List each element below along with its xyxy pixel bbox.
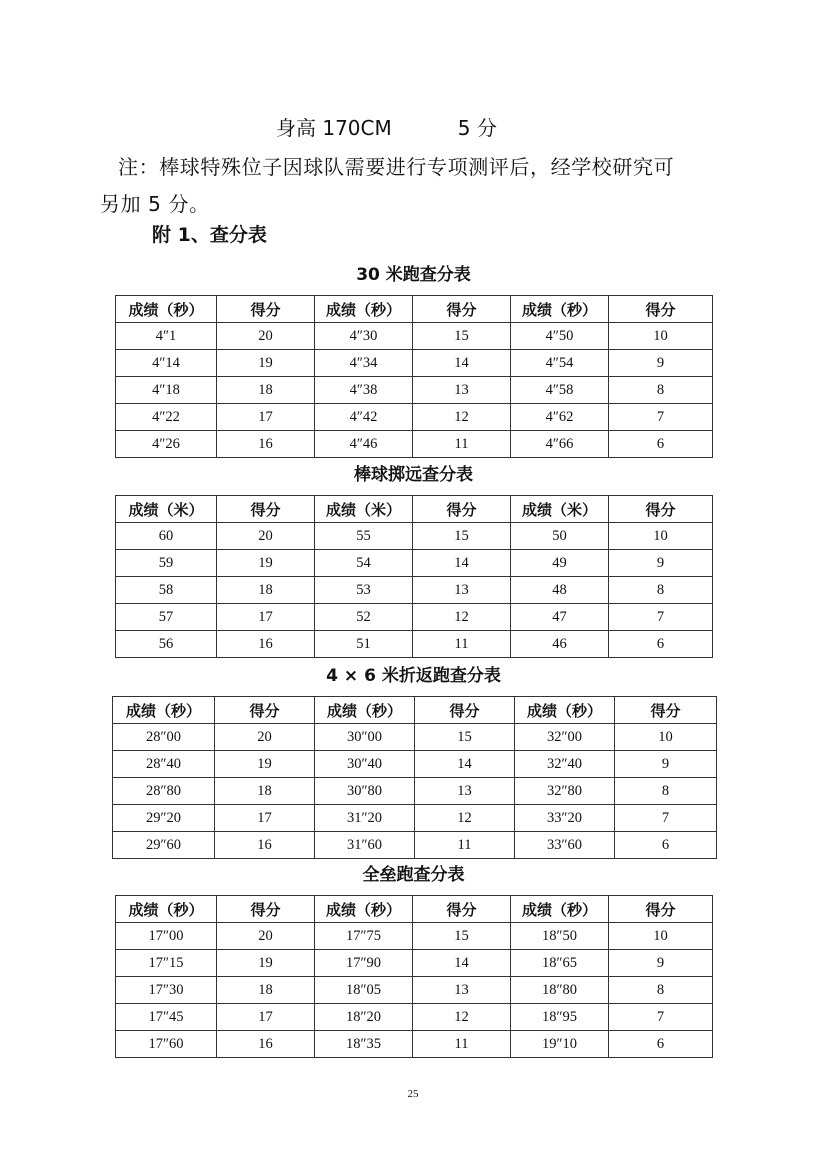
table-cell: 7 (609, 404, 713, 431)
table-cell: 4″50 (511, 323, 609, 350)
header-cell: 得分 (609, 896, 713, 923)
table-cell: 56 (116, 631, 217, 658)
table-cell: 33″20 (515, 805, 615, 832)
table-cell: 33″60 (515, 832, 615, 859)
header-cell: 成绩（米） (315, 496, 413, 523)
header-cell: 成绩（秒） (515, 697, 615, 724)
table-cell: 10 (609, 323, 713, 350)
height-bonus-line (276, 112, 497, 141)
table-cell: 46 (511, 631, 609, 658)
table-cell: 4″62 (511, 404, 609, 431)
score-table-home-run (115, 895, 713, 1058)
table-cell: 4″34 (315, 350, 413, 377)
table-cell: 19 (217, 950, 315, 977)
table-cell: 14 (413, 550, 511, 577)
table-row (116, 323, 713, 350)
table-row (116, 523, 713, 550)
table-cell: 55 (315, 523, 413, 550)
table-cell: 9 (609, 350, 713, 377)
header-cell: 成绩（秒） (113, 697, 215, 724)
table-cell: 6 (615, 832, 717, 859)
table-cell: 13 (413, 977, 511, 1004)
table-cell: 16 (217, 431, 315, 458)
table-cell: 49 (511, 550, 609, 577)
table-cell: 18 (217, 377, 315, 404)
table-cell: 4″54 (511, 350, 609, 377)
table-cell: 16 (215, 832, 315, 859)
table-cell: 4″30 (315, 323, 413, 350)
header-cell: 得分 (415, 697, 515, 724)
table-cell: 15 (413, 323, 511, 350)
table-cell: 12 (415, 805, 515, 832)
table-cell: 59 (116, 550, 217, 577)
table-row (113, 724, 717, 751)
table-cell: 53 (315, 577, 413, 604)
table-row (116, 1004, 713, 1031)
table-cell: 6 (609, 1031, 713, 1058)
table-row (116, 377, 713, 404)
header-cell: 成绩（秒） (511, 296, 609, 323)
table-cell: 29″60 (113, 832, 215, 859)
table-row (113, 778, 717, 805)
table-cell: 60 (116, 523, 217, 550)
table-cell: 18″65 (511, 950, 609, 977)
header-cell: 得分 (413, 896, 511, 923)
table-cell: 9 (615, 751, 717, 778)
table-cell: 4″46 (315, 431, 413, 458)
table-cell: 17″45 (116, 1004, 217, 1031)
table-cell: 48 (511, 577, 609, 604)
score-table-baseball-throw (115, 495, 713, 658)
table-cell: 4″42 (315, 404, 413, 431)
table-cell: 17″15 (116, 950, 217, 977)
table-cell: 16 (217, 631, 315, 658)
header-cell: 得分 (217, 296, 315, 323)
table-cell: 17″00 (116, 923, 217, 950)
table-cell: 17″75 (315, 923, 413, 950)
header-cell: 得分 (215, 697, 315, 724)
height-score: 5 分 (457, 116, 497, 140)
table-cell: 7 (609, 604, 713, 631)
table-cell: 52 (315, 604, 413, 631)
table-row (116, 950, 713, 977)
table-row (116, 631, 713, 658)
header-cell: 得分 (413, 496, 511, 523)
table-cell: 47 (511, 604, 609, 631)
table-cell: 58 (116, 577, 217, 604)
page-number: 25 (407, 1088, 419, 1100)
table-cell: 17″30 (116, 977, 217, 1004)
table-cell: 18 (217, 977, 315, 1004)
table-cell: 17 (217, 404, 315, 431)
table-cell: 30″80 (315, 778, 415, 805)
header-cell: 得分 (615, 697, 717, 724)
table-cell: 4″66 (511, 431, 609, 458)
table-cell: 14 (413, 950, 511, 977)
note-line-2: 另加 5 分。 (100, 192, 210, 216)
table-row (116, 404, 713, 431)
header-cell: 得分 (413, 296, 511, 323)
table-cell: 18″80 (511, 977, 609, 1004)
table-cell: 20 (217, 923, 315, 950)
table-cell: 10 (609, 523, 713, 550)
table-cell: 4″18 (116, 377, 217, 404)
table-cell: 10 (615, 724, 717, 751)
header-cell: 成绩（米） (116, 496, 217, 523)
table-header-row (116, 896, 713, 923)
table-cell: 19 (217, 350, 315, 377)
table-cell: 20 (217, 323, 315, 350)
table-cell: 30″00 (315, 724, 415, 751)
table-cell: 32″80 (515, 778, 615, 805)
header-cell: 成绩（秒） (511, 896, 609, 923)
table-cell: 19 (215, 751, 315, 778)
table-caption-shuttle-run: 4 × 6 米折返跑查分表 (326, 666, 501, 686)
table-cell: 29″20 (113, 805, 215, 832)
table-caption-baseball-throw: 棒球掷远查分表 (354, 465, 473, 485)
table-cell: 18″05 (315, 977, 413, 1004)
table-cell: 50 (511, 523, 609, 550)
header-cell: 成绩（秒） (315, 896, 413, 923)
table-caption-30m: 30 米跑查分表 (356, 265, 471, 285)
table-cell: 54 (315, 550, 413, 577)
table-cell: 19″10 (511, 1031, 609, 1058)
table-cell: 16 (217, 1031, 315, 1058)
table-cell: 28″80 (113, 778, 215, 805)
table-caption-home-run: 全垒跑查分表 (362, 865, 465, 885)
table-cell: 18 (217, 577, 315, 604)
table-cell: 8 (609, 377, 713, 404)
table-cell: 17 (215, 805, 315, 832)
table-cell: 12 (413, 1004, 511, 1031)
table-cell: 4″58 (511, 377, 609, 404)
table-row (116, 577, 713, 604)
table-row (116, 1031, 713, 1058)
score-table-30m (115, 295, 713, 458)
table-cell: 18 (215, 778, 315, 805)
table-row (116, 431, 713, 458)
header-cell: 成绩（秒） (315, 296, 413, 323)
note-line-1: 注：棒球特殊位子因球队需要进行专项测评后，经学校研究可 (118, 155, 675, 179)
table-cell: 11 (413, 1031, 511, 1058)
header-cell: 成绩（秒） (116, 296, 217, 323)
table-cell: 11 (415, 832, 515, 859)
table-cell: 20 (215, 724, 315, 751)
header-cell: 得分 (217, 496, 315, 523)
table-row (116, 550, 713, 577)
appendix-title: 附 1、查分表 (152, 224, 267, 246)
table-header-row (116, 496, 713, 523)
table-cell: 11 (413, 631, 511, 658)
table-row (113, 832, 717, 859)
height-label: 身高 170CM (276, 116, 392, 140)
table-cell: 9 (609, 550, 713, 577)
table-cell: 4″38 (315, 377, 413, 404)
table-cell: 15 (415, 724, 515, 751)
table-cell: 13 (415, 778, 515, 805)
table-cell: 11 (413, 431, 511, 458)
table-cell: 8 (615, 778, 717, 805)
table-cell: 10 (609, 923, 713, 950)
table-cell: 4″1 (116, 323, 217, 350)
table-cell: 18″20 (315, 1004, 413, 1031)
table-cell: 14 (413, 350, 511, 377)
table-cell: 4″26 (116, 431, 217, 458)
table-cell: 51 (315, 631, 413, 658)
table-cell: 18″50 (511, 923, 609, 950)
table-cell: 30″40 (315, 751, 415, 778)
table-row (116, 923, 713, 950)
table-cell: 12 (413, 404, 511, 431)
table-cell: 17″60 (116, 1031, 217, 1058)
table-cell: 31″20 (315, 805, 415, 832)
table-cell: 13 (413, 377, 511, 404)
table-cell: 8 (609, 577, 713, 604)
score-table-shuttle-run (112, 696, 717, 859)
table-row (116, 977, 713, 1004)
table-cell: 17 (217, 1004, 315, 1031)
table-cell: 9 (609, 950, 713, 977)
table-cell: 15 (413, 523, 511, 550)
table-cell: 17 (217, 604, 315, 631)
table-cell: 18″95 (511, 1004, 609, 1031)
table-header-row (116, 296, 713, 323)
table-cell: 7 (615, 805, 717, 832)
table-cell: 6 (609, 631, 713, 658)
table-row (113, 751, 717, 778)
table-cell: 13 (413, 577, 511, 604)
table-cell: 28″00 (113, 724, 215, 751)
table-row (116, 350, 713, 377)
header-cell: 成绩（米） (511, 496, 609, 523)
table-cell: 4″14 (116, 350, 217, 377)
table-cell: 57 (116, 604, 217, 631)
table-cell: 31″60 (315, 832, 415, 859)
table-cell: 32″40 (515, 751, 615, 778)
table-cell: 15 (413, 923, 511, 950)
table-row (116, 604, 713, 631)
header-cell: 得分 (609, 496, 713, 523)
table-cell: 18″35 (315, 1031, 413, 1058)
table-cell: 12 (413, 604, 511, 631)
table-cell: 7 (609, 1004, 713, 1031)
header-cell: 成绩（秒） (315, 697, 415, 724)
table-cell: 14 (415, 751, 515, 778)
table-header-row (113, 697, 717, 724)
table-row (113, 805, 717, 832)
table-cell: 28″40 (113, 751, 215, 778)
header-cell: 得分 (609, 296, 713, 323)
header-cell: 得分 (217, 896, 315, 923)
table-cell: 20 (217, 523, 315, 550)
header-cell: 成绩（秒） (116, 896, 217, 923)
table-cell: 17″90 (315, 950, 413, 977)
table-cell: 4″22 (116, 404, 217, 431)
table-cell: 19 (217, 550, 315, 577)
table-cell: 6 (609, 431, 713, 458)
table-cell: 32″00 (515, 724, 615, 751)
table-cell: 8 (609, 977, 713, 1004)
